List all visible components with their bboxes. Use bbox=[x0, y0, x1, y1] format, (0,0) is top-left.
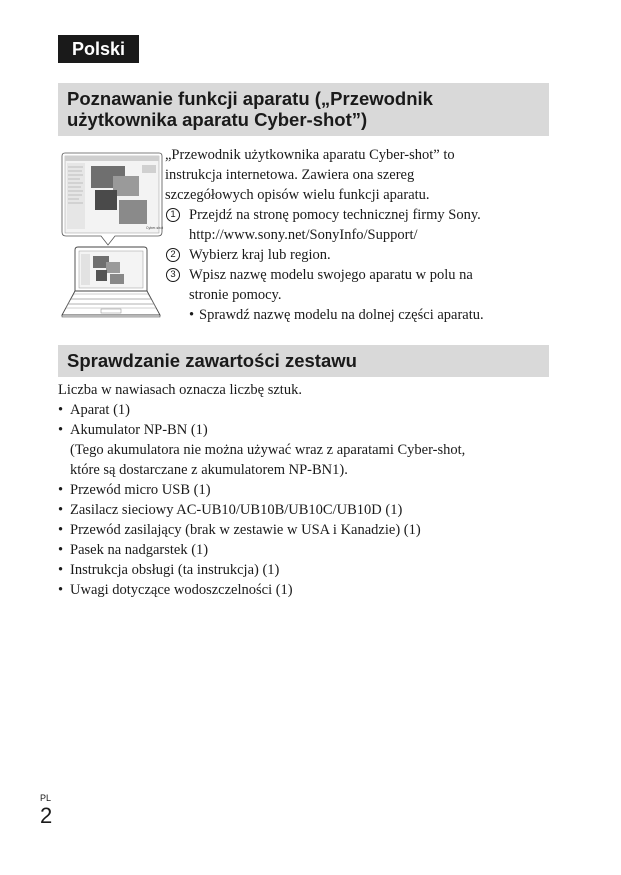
intro-line-1: „Przewodnik użytkownika aparatu Cyber-shot” to bbox=[165, 147, 455, 163]
intro-line-3: szczegółowych opisów wielu funkcji aparatu. bbox=[165, 187, 430, 203]
section-heading-contents: Sprawdzanie zawartości zestawu bbox=[58, 345, 549, 377]
list-item: • Uwagi dotyczące wodoszczelności (1) bbox=[58, 580, 553, 600]
step-1-text: Przejdź na stronę pomocy technicznej firmy Sony. bbox=[189, 207, 481, 223]
heading-line-1: Poznawanie funkcji aparatu („Przewodnik bbox=[67, 88, 433, 109]
step-3-text-line-1: Wpisz nazwę modelu swojego aparatu w polu na bbox=[189, 267, 473, 283]
step-2 bbox=[165, 245, 550, 265]
guide-description bbox=[165, 145, 550, 325]
list-item: • Aparat (1) bbox=[58, 400, 553, 420]
step-3 bbox=[165, 265, 550, 305]
step-2-text: Wybierz kraj lub region. bbox=[189, 247, 331, 263]
laptop-help-guide-illustration bbox=[58, 150, 166, 322]
model-name-note: • Sprawdź nazwę modelu na dolnej części aparatu. bbox=[165, 305, 550, 325]
section-heading-guide bbox=[58, 83, 549, 136]
heading-line-2: użytkownika aparatu Cyber-shot”) bbox=[67, 109, 368, 130]
package-contents bbox=[58, 380, 553, 600]
list-item: • Instrukcja obsługi (ta instrukcja) (1) bbox=[58, 560, 553, 580]
step-number-2: 2 bbox=[166, 248, 180, 262]
battery-note-line-1: (Tego akumulatora nie można używać wraz z aparatami Cyber-shot, bbox=[70, 442, 466, 458]
zoomed-screen-callout bbox=[62, 153, 163, 245]
zoom-brand-text: Cyber-shot bbox=[146, 226, 164, 230]
list-item: • Zasilacz sieciowy AC-UB10/UB10B/UB10C/UB10D (1) bbox=[58, 500, 553, 520]
battery-note-line-2: które są dostarczane z akumulatorem NP-BN1). bbox=[70, 462, 348, 478]
support-url: http://www.sony.net/SonyInfo/Support/ bbox=[189, 227, 418, 243]
contents-intro: Liczba w nawiasach oznacza liczbę sztuk. bbox=[58, 382, 302, 398]
list-item: • Przewód zasilający (brak w zestawie w USA i Kanadzie) (1) bbox=[58, 520, 553, 540]
language-tab: Polski bbox=[58, 35, 139, 63]
step-1 bbox=[165, 205, 550, 245]
step-number-1: 1 bbox=[166, 208, 180, 222]
list-item: • Pasek na nadgarstek (1) bbox=[58, 540, 553, 560]
step-number-3: 3 bbox=[166, 268, 180, 282]
page-language-code: PL bbox=[40, 793, 52, 803]
step-3-text-line-2: stronie pomocy. bbox=[189, 287, 282, 303]
list-item: • Przewód micro USB (1) bbox=[58, 480, 553, 500]
list-item: • Akumulator NP-BN (1) bbox=[58, 420, 553, 440]
intro-line-2: instrukcja internetowa. Zawiera ona szereg bbox=[165, 167, 415, 183]
laptop-icon bbox=[62, 247, 160, 317]
page-number: 2 bbox=[40, 803, 53, 828]
